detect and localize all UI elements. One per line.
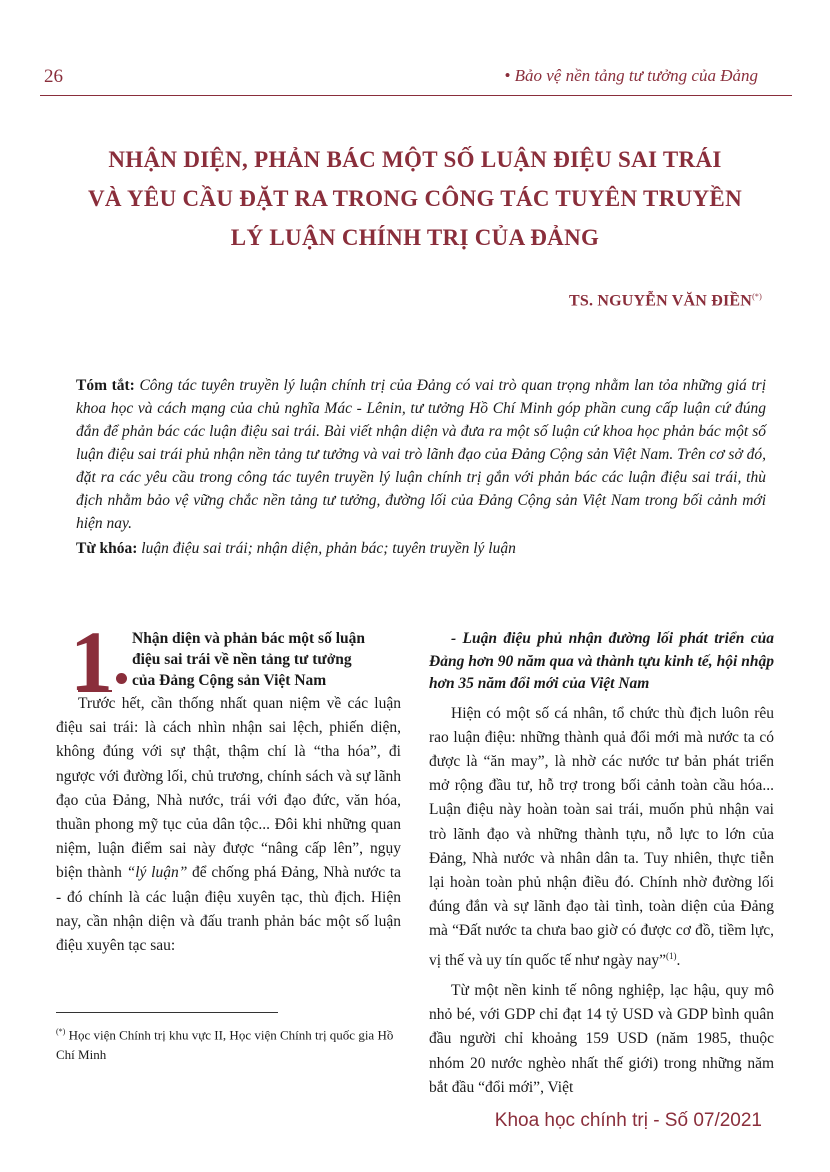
body-text: . [676,951,681,969]
article-title [40,140,790,257]
section-title-line: của Đảng Cộng sản Việt Nam [132,672,327,689]
keywords-paragraph [76,537,766,560]
section-title-line: điệu sai trái về nền tảng tư tưởng [132,651,352,668]
section-number: 1 [70,613,113,709]
section-title-line: Nhận diện và phản bác một số luận [132,630,365,647]
author-footnote-mark: (*) [752,292,762,301]
page-number: 26 [44,66,63,87]
keywords-label: Từ khóa: [76,540,138,557]
title-line: NHẬN DIỆN, PHẢN BÁC MỘT SỐ LUẬN ĐIỆU SAI TRÁI [108,147,722,172]
author-line [569,292,762,310]
abstract-label: Tóm tắt: [76,377,135,394]
running-title: • Bảo vệ nền tảng tư tưởng của Đảng [504,66,758,85]
journal-footer: Khoa học chính trị - Số 07/2021 [494,1110,762,1131]
abstract [76,374,766,560]
body-emphasis: “lý luận” [126,864,188,882]
right-column [429,628,774,1100]
section-heading [56,613,401,709]
footnote-text: Học viện Chính trị khu vực II, Học viện Chính trị quốc gia Hồ Chí Minh [56,1027,394,1063]
abstract-text: Công tác tuyên truyền lý luận chính trị của Đảng có vai trò quan trọng nhằm lan tỏa những giá trị khoa học và cách mạng của chủ nghĩa Mác - Lênin, tư tưởng Hồ Chí Minh góp phần cung cấp luận cứ đúng đắn để phản bác các luận điệu sai trái. Bài viết nhận diện và đưa ra một số luận cứ khoa học phản bác một số luận điệu sai trái phủ nhận nền tảng tư tưởng và vai trò lãnh đạo của Đảng Cộng sản Việt Nam. Trên cơ sở đó, đặt ra các yêu cầu trong công tác tuyên truyền lý luận chính trị gắn với phản bác các luận điệu sai trái, thù địch nhằm bảo vệ vững chắc nền tảng tư tưởng, đường lối của Đảng Cộng sản Việt Nam trong bối cảnh mới hiện nay. [76,377,766,532]
body-paragraph [56,692,401,958]
footnote-mark: (*) [56,1027,66,1036]
title-line: LÝ LUẬN CHÍNH TRỊ CỦA ĐẢNG [230,225,600,250]
body-text: để chống phá Đảng, Nhà nước ta - đó chính là các luận điệu xuyên tạc, thù địch. Hiện nay, cần nhận diện và đấu tranh phản bác một số luận điệu xuyên tạc sau: [56,864,402,955]
section-title [132,628,400,691]
header-rule [40,95,792,96]
section-number-underline [78,690,112,692]
title-line: VÀ YÊU CẦU ĐẶT RA TRONG CÔNG TÁC TUYÊN TRUYỀN [88,186,742,211]
keywords-text: luận điệu sai trái; nhận diện, phản bác; tuyên truyền lý luận [141,540,516,557]
body-paragraph: Từ một nền kinh tế nông nghiệp, lạc hậu, quy mô nhỏ bé, với GDP chỉ đạt 14 tỷ USD và GDP bình quân đầu người chỉ khoảng 159 USD (năm 1985, thuộc nhóm 20 nước nghèo nhất thế giới) trong những năm bắt đầu “đổi mới”, Việt [429,981,774,1096]
left-column [56,613,402,958]
footnote [56,1022,406,1065]
author-name: TS. NGUYỄN VĂN ĐIỀN [568,292,753,310]
abstract-paragraph [76,374,766,535]
footnote-rule [56,1012,278,1013]
reference-mark: (1) [665,950,677,961]
body-paragraph [429,702,774,973]
body-text: Trước hết, cần thống nhất quan niệm về các luận điệu sai trái: là cách nhìn nhận sai lệch, phiến diện, không đúng với sự thật, thậm chí là “tha hóa”, đi ngược với đường lối, chủ trương, chính sách và sự lãnh đạo của Đảng, Nhà nước, trái với đạo đức, văn hóa, thuần phong mỹ tục của dân tộc... Đôi khi những quan niệm, luận điểm sai này được “nâng cấp lên”, ngụy biện thành [56,695,401,882]
bullet-icon [116,673,127,684]
body-text: Hiện có một số cá nhân, tổ chức thù địch luôn rêu rao luận điệu: những thành quả đổi mới mà nước ta có được là “ăn may”, là nhờ các nước tư bản phát triển mở rộng đầu tư, hỗ trợ trong bối cảnh toàn cầu hóa... Luận điệu này hoàn toàn sai trái, muốn phủ nhận vai trò lãnh đạo và những thành tựu, nỗ lực to lớn của Đảng, Nhà nước và nhân dân ta. Tuy nhiên, thực tiễn lại hoàn toàn phủ nhận điều đó. Chính nhờ đường lối đúng đắn và sự lãnh đạo tài tình, toàn diện của Đảng mà “Đất nước ta chưa bao giờ có được cơ đồ, tiềm lực, vị thế và uy tín quốc tế như ngày nay” [429,704,774,969]
subsection-heading: - Luận điệu phủ nhận đường lối phát triển của Đảng hơn 90 năm qua và thành tựu kinh tế, hội nhập hơn 35 năm đổi mới của Việt Nam [429,630,774,692]
